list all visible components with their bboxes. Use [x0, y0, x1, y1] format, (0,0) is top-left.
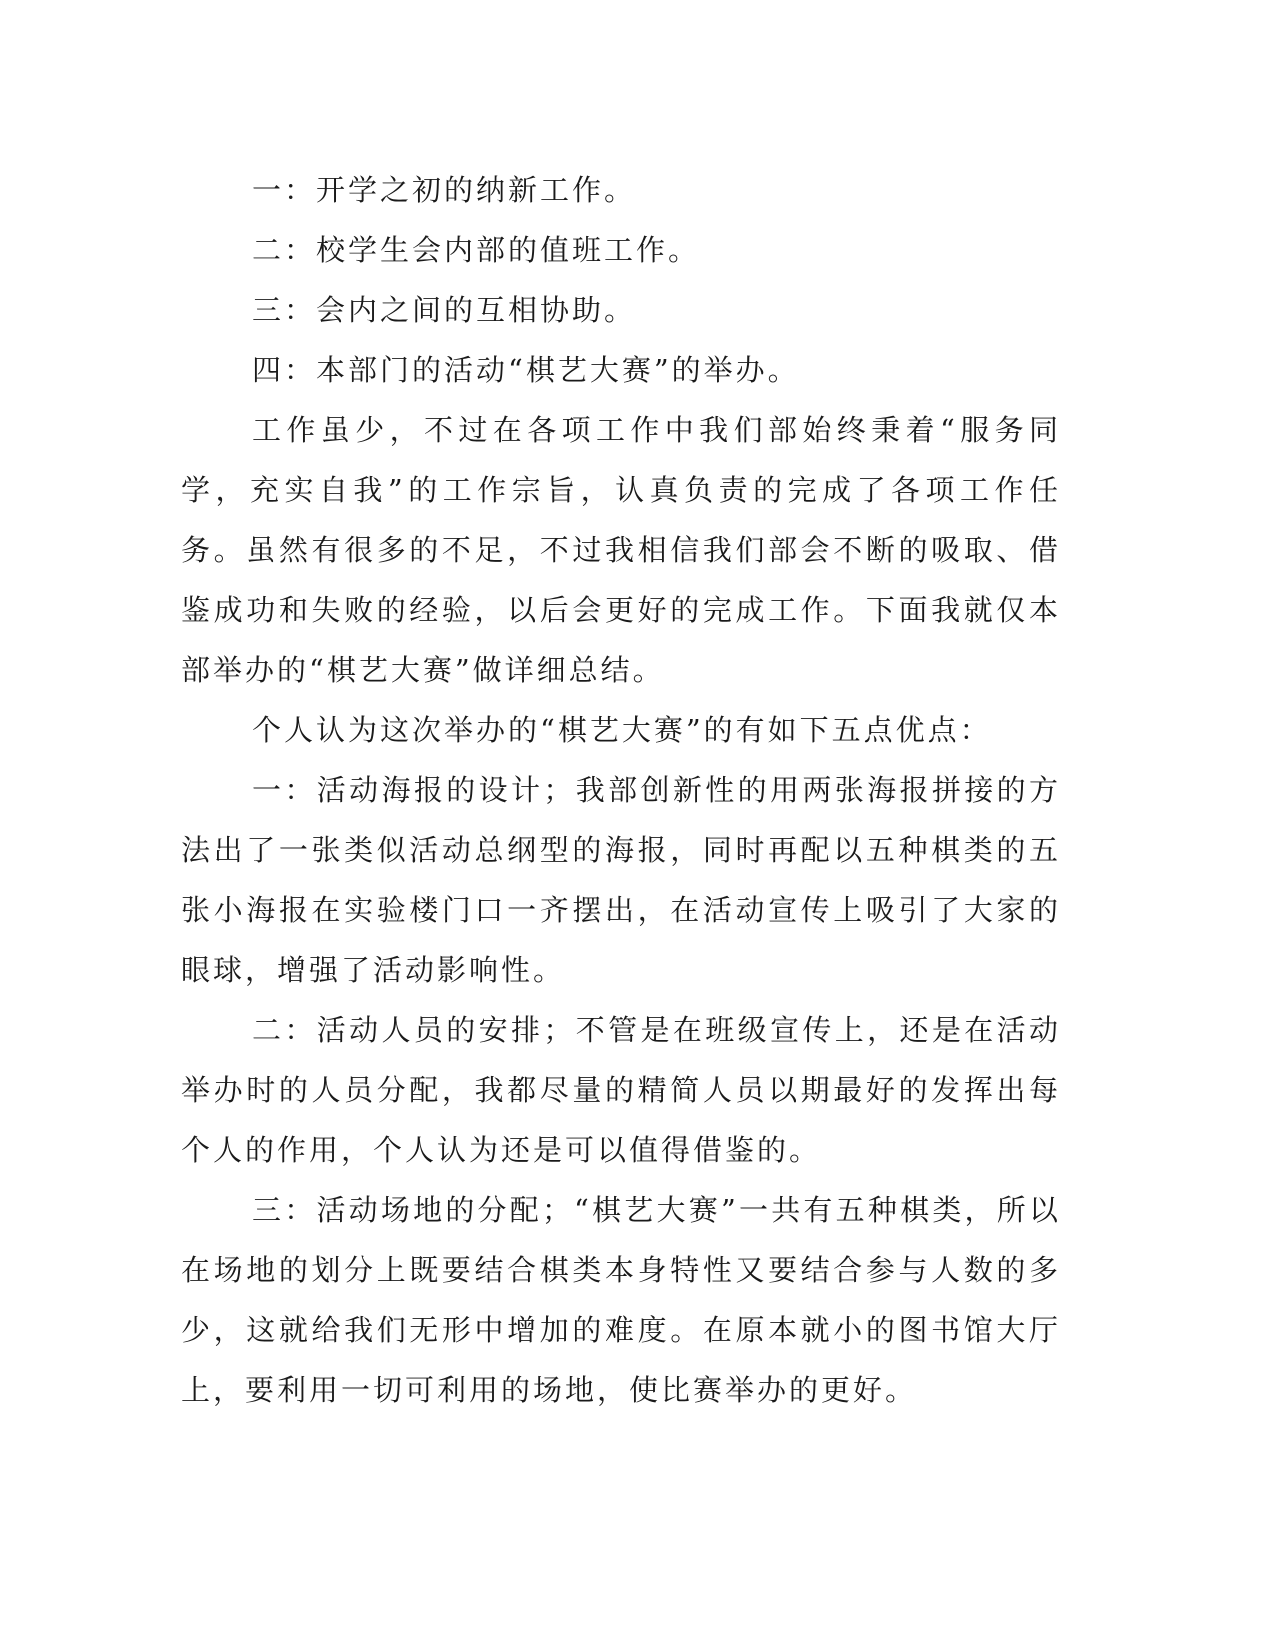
paragraph-item-1: 一：开学之初的纳新工作。 — [252, 173, 637, 207]
paragraph-work-summary: 工作虽少，不过在各项工作中我们部始终秉着“服务同学，充实自我”的工作宗旨，认真负责的完成了各项工作任务。虽然有很多的不足，不过我相信我们部会不断的吸取、借鉴成功和失败的经验，以后会更好的完成工作。下面我就仅本部举办的“棋艺大赛”做详细总结。 — [181, 413, 1061, 687]
paragraph-item-4: 四：本部门的活动“棋艺大赛”的举办。 — [252, 353, 800, 387]
paragraph-item-3: 三：会内之间的互相协助。 — [252, 293, 637, 327]
paragraph-advantage-staffing: 二：活动人员的安排；不管是在班级宣传上，还是在活动举办时的人员分配，我都尽量的精简人员以期最好的发挥出每个人的作用，个人认为还是可以值得借鉴的。 — [181, 1013, 1061, 1167]
paragraph-advantages-intro: 个人认为这次举办的“棋艺大赛”的有如下五点优点： — [252, 713, 992, 747]
document-page — [181, 160, 1061, 1420]
paragraph-item-2: 二：校学生会内部的值班工作。 — [252, 233, 701, 267]
paragraph-advantage-venue: 三：活动场地的分配；“棋艺大赛”一共有五种棋类，所以在场地的划分上既要结合棋类本身特性又要结合参与人数的多少，这就给我们无形中增加的难度。在原本就小的图书馆大厅上，要利用一切可利用的场地，使比赛举办的更好。 — [181, 1193, 1061, 1407]
paragraph-advantage-poster: 一：活动海报的设计；我部创新性的用两张海报拼接的方法出了一张类似活动总纲型的海报，同时再配以五种棋类的五张小海报在实验楼门口一齐摆出，在活动宣传上吸引了大家的眼球，增强了活动影响性。 — [181, 773, 1061, 987]
